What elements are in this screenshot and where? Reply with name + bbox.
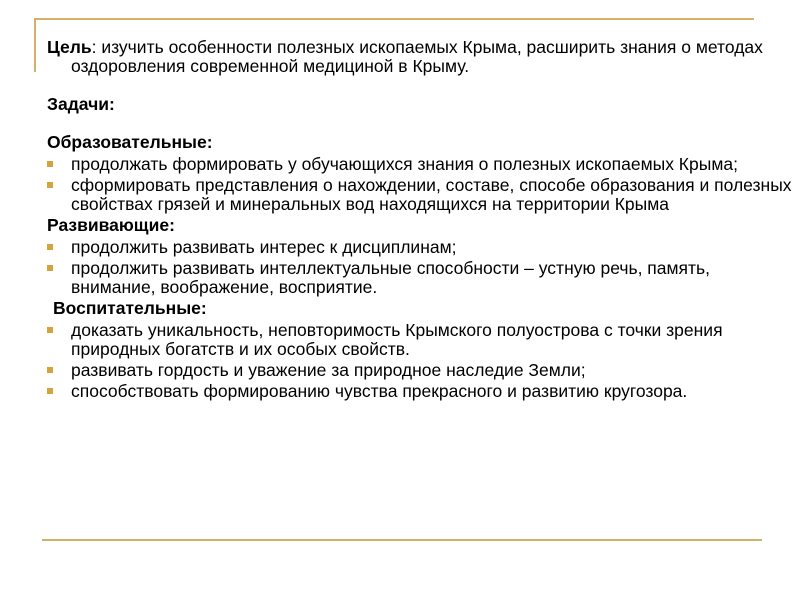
- top-divider: [34, 18, 754, 20]
- goal-label: Цель: [47, 37, 92, 57]
- educational-list: [47, 155, 795, 214]
- list-item-text: способствовать формированию чувства прекрасного и развитию кругозора.: [71, 381, 688, 401]
- bullet-icon: [47, 161, 53, 167]
- list-item: [47, 321, 795, 359]
- list-item-text: развивать гордость и уважение за природное наследие Земли;: [71, 360, 586, 380]
- list-item: [47, 238, 795, 257]
- bullet-icon: [47, 182, 53, 188]
- tasks-heading: Задачи:: [47, 94, 115, 114]
- bullet-icon: [47, 265, 53, 271]
- bottom-divider: [42, 539, 762, 541]
- list-item: [47, 361, 795, 380]
- list-item: [47, 259, 795, 297]
- list-item-text: продолжить развивать интеллектуальные способности – устную речь, память, внимание, воображение, восприятие.: [71, 258, 711, 297]
- list-item-text: доказать уникальность, неповторимость Крымского полуострова с точки зрения природных богатств и их особых свойств.: [71, 320, 723, 359]
- section-heading-developing: Развивающие:: [47, 215, 175, 235]
- bullet-icon: [47, 327, 53, 333]
- upbringing-list: [47, 321, 795, 401]
- section-heading-educational: Образовательные:: [47, 132, 213, 152]
- list-item: [47, 176, 795, 214]
- section-heading-upbringing: Воспитательные:: [53, 298, 207, 318]
- bullet-icon: [47, 244, 53, 250]
- slide-content: [47, 38, 795, 403]
- list-item: [47, 382, 795, 401]
- list-item-text: продолжить развивать интерес к дисциплинам;: [71, 237, 457, 257]
- goal-paragraph: [47, 38, 795, 76]
- goal-text: : изучить особенности полезных ископаемых Крыма, расширить знания о методах оздоровления современной медициной в Крыму.: [71, 37, 763, 76]
- left-accent-line: [34, 18, 36, 72]
- bullet-icon: [47, 388, 53, 394]
- list-item: [47, 155, 795, 174]
- developing-list: [47, 238, 795, 297]
- bullet-icon: [47, 367, 53, 373]
- list-item-text: сформировать представления о нахождении, составе, способе образования и полезных свойствах грязей и минеральных вод находящихся на территории Крыма: [71, 175, 792, 214]
- list-item-text: продолжать формировать у обучающихся знания о полезных ископаемых Крыма;: [71, 154, 738, 174]
